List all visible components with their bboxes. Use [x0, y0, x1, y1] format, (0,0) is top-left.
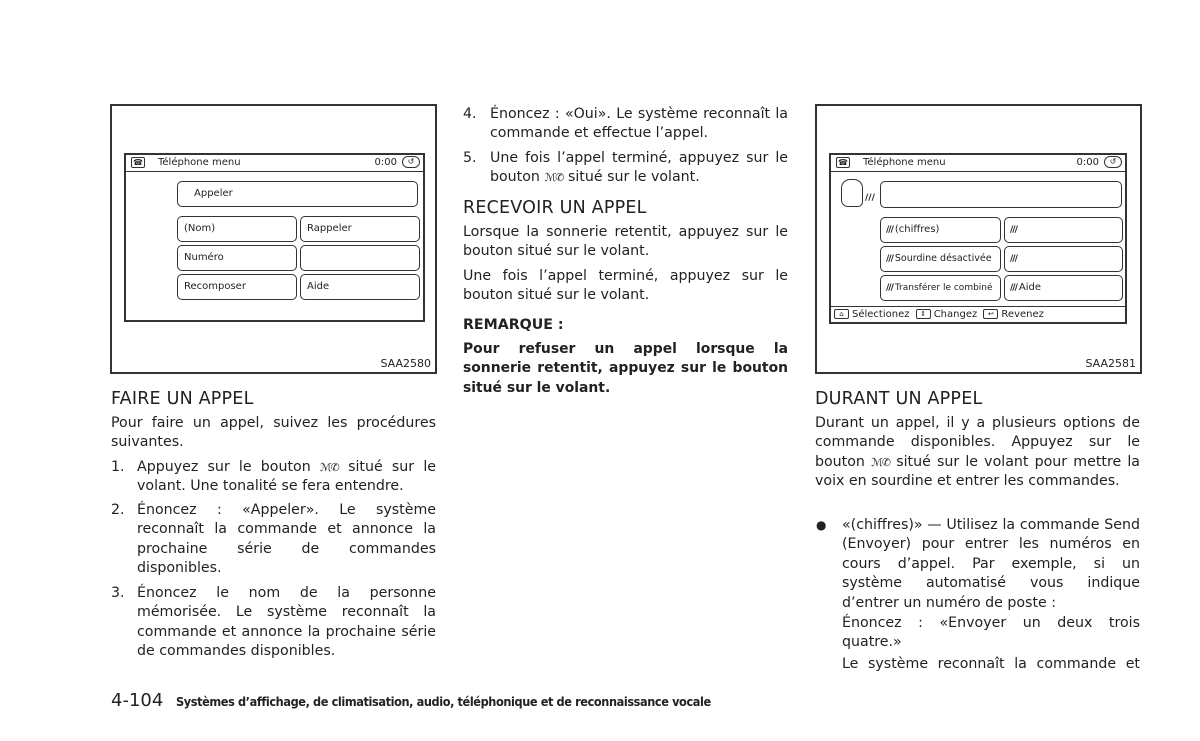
bullet-text: «(chiffres)» — Utilisez la commande Send (Envoyer) pour entrer les numéros en cours d’appel. Par exemple, si un système automatisé vous indique d’entrer un numéro de poste :: [842, 517, 1140, 611]
voice-wave-icon: ///: [1010, 283, 1017, 293]
call-timer: 0:00: [1076, 157, 1099, 168]
item-text-a: Appuyez sur le bouton: [137, 459, 311, 475]
voice-head-icon: [841, 179, 863, 207]
display-field: [880, 181, 1122, 208]
note-label: REMARQUE :: [463, 317, 564, 333]
item-number: 1.: [111, 459, 125, 475]
item-text: [137, 458, 436, 497]
item-text: [490, 149, 788, 188]
figure-caption: SAA2581: [1085, 357, 1136, 370]
paragraph: Une fois l’appel terminé, appuyez sur le bouton situé sur le volant.: [463, 268, 788, 304]
chiffres-button[interactable]: [880, 217, 1001, 243]
list-item: [463, 105, 788, 145]
item-text: Énoncez le nom de la personne mémorisée. Le système reconnaît la commande et annonce la prochaine série de commandes disponibles.: [137, 585, 436, 660]
voice-wave-icon: ///: [1010, 225, 1017, 235]
voice-wave-icon: ///: [886, 283, 893, 293]
voice-wave-icon: ///: [886, 254, 893, 264]
item-number: 2.: [111, 502, 125, 518]
appeler-field[interactable]: Appeler: [177, 181, 418, 207]
button-label: Aide: [1018, 282, 1041, 293]
heading-faire-un-appel: FAIRE UN APPEL: [111, 389, 254, 409]
screen-title: Téléphone menu: [158, 157, 241, 168]
rappeler-button[interactable]: Rappeler: [300, 216, 420, 242]
recomposer-button[interactable]: Recomposer: [177, 274, 297, 300]
figure-telephone-menu: [110, 104, 437, 374]
paragraph-a: Durant un appel, il y a plusieurs options de commande disponibles. Appuyez sur le bouton: [815, 415, 1140, 470]
screen-telephone-menu: [124, 153, 425, 322]
heading-durant-un-appel: DURANT UN APPEL: [815, 389, 983, 409]
item-text: Énoncez : «Appeler». Le système reconnaît la commande et annonce la prochaine série de commandes disponibles.: [137, 502, 436, 577]
chapter-title: Systèmes d’affichage, de climatisation, audio, téléphonique et de reconnaissance vocale: [176, 694, 711, 709]
list-item: [111, 458, 436, 498]
note-text: Pour refuser un appel lorsque la sonnerie retentit, appuyez sur le bouton situé sur le volant.: [463, 341, 788, 396]
blank-button-2[interactable]: [1004, 246, 1123, 272]
empty-button[interactable]: [300, 245, 420, 271]
back-button-icon: ↩: [983, 309, 998, 319]
button-label: Sourdine désactivée: [894, 253, 992, 264]
item-number: 3.: [111, 585, 125, 601]
paragraph: Lorsque la sonnerie retentit, appuyez sur le bouton situé sur le volant.: [463, 224, 788, 260]
call-timer: 0:00: [374, 157, 397, 168]
item-text: Énoncez : «Oui». Le système reconnaît la commande et effectue l’appel.: [490, 106, 788, 142]
button-label: Transférer le combiné: [894, 283, 993, 293]
back-arrow-icon[interactable]: ↺: [402, 156, 420, 168]
bullet-paragraph: Énoncez : «Envoyer un deux trois quatre.»: [842, 615, 1140, 651]
screen-footer: [831, 306, 1125, 322]
voice-phone-button-icon: ℳ✆: [319, 461, 339, 474]
screen-title-bar: [831, 155, 1125, 172]
change-arrows-icon: ⇕: [916, 309, 931, 319]
voice-phone-button-icon: ℳ✆: [871, 455, 891, 469]
list-item: [111, 501, 436, 581]
screen-title-bar: [126, 155, 423, 172]
transferer-button[interactable]: [880, 275, 1001, 301]
list-item: [463, 149, 788, 189]
sourdine-button[interactable]: [880, 246, 1001, 272]
footer-change: Changez: [933, 309, 978, 320]
figure-during-call: [815, 104, 1142, 374]
paragraph: [815, 414, 1140, 492]
item-number: 5.: [463, 150, 477, 166]
page-number: 4-104: [111, 690, 164, 711]
footer-select: Sélectionez: [852, 309, 910, 320]
figure-caption: SAA2580: [380, 357, 431, 370]
aide-button[interactable]: [1004, 275, 1123, 301]
select-knob-icon: ⌂: [834, 309, 849, 319]
bullet-icon: ●: [816, 518, 827, 532]
bullet-paragraph: Le système reconnaît la commande et: [842, 656, 1140, 672]
item-number: 4.: [463, 106, 477, 122]
voice-wave-icon: ///: [1010, 254, 1017, 264]
numero-button[interactable]: Numéro: [177, 245, 297, 271]
item-text-a: Une fois l’appel terminé, appuyez sur le bouton: [490, 150, 788, 186]
footer-back: Revenez: [1001, 309, 1044, 320]
screen-title: Téléphone menu: [863, 157, 946, 168]
list-item: [111, 584, 436, 664]
voice-wave-icon: ///: [886, 225, 893, 235]
back-arrow-icon[interactable]: ↺: [1104, 156, 1122, 168]
intro-paragraph: Pour faire un appel, suivez les procédures suivantes.: [111, 415, 436, 451]
item-text-b: situé sur le volant.: [567, 169, 700, 186]
sound-wave-icon: ///: [865, 193, 875, 203]
phone-handset-icon: ☎: [836, 157, 850, 168]
item-text-b: situé sur le volant. Une tonalité se fera entendre.: [137, 459, 436, 495]
heading-recevoir-un-appel: RECEVOIR UN APPEL: [463, 198, 647, 218]
screen-during-call: [829, 153, 1127, 324]
phone-handset-icon: ☎: [131, 157, 145, 168]
nom-button[interactable]: (Nom): [177, 216, 297, 242]
aide-button[interactable]: Aide: [300, 274, 420, 300]
paragraph-b: situé sur le volant pour mettre la voix en sourdine et entrer les commandes.: [815, 453, 1140, 490]
voice-phone-button-icon: ℳ✆: [544, 171, 564, 185]
blank-button-1[interactable]: [1004, 217, 1123, 243]
button-label: (chiffres): [894, 224, 940, 235]
